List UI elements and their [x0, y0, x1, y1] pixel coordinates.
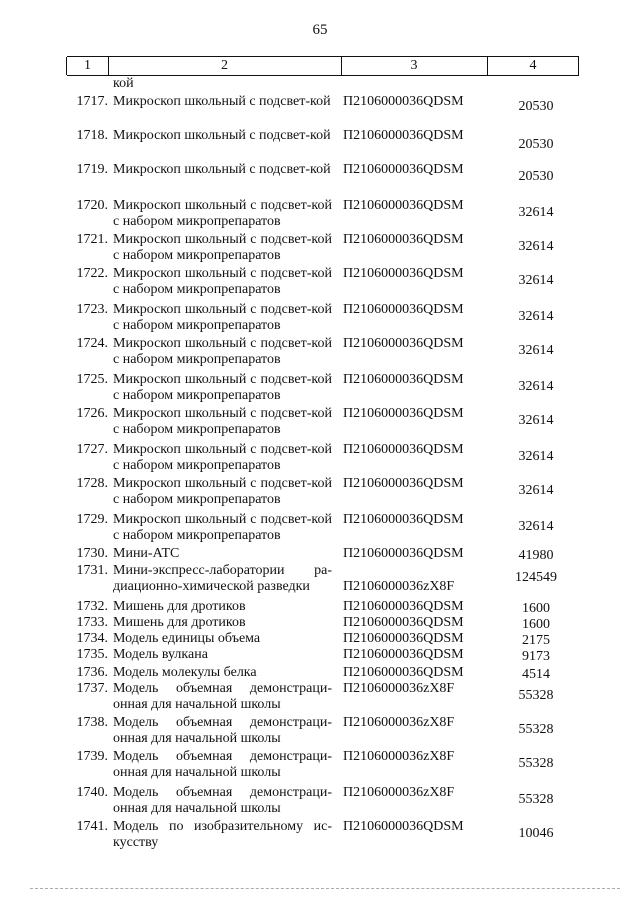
row-price: 20530 [518, 169, 554, 184]
header-col-3: 3 [410, 58, 418, 73]
row-code: П2106000036QDSM [343, 266, 464, 281]
header-col-2: 2 [221, 58, 228, 73]
row-price: 1600 [522, 617, 550, 632]
table-row [0, 715, 640, 751]
row-item-name: Микроскоп школьный с подсвет-кой с набором микропрепаратов [113, 442, 332, 473]
row-item-name: Микроскоп школьный с подсвет-кой с набором микропрепаратов [113, 266, 332, 297]
table-header [67, 56, 579, 76]
row-code: П2106000036QDSM [343, 198, 464, 213]
row-number: 1738. [76, 715, 108, 730]
table-row [0, 128, 640, 164]
table-row [0, 336, 640, 372]
continuation-text: кой [113, 76, 134, 91]
row-price: 20530 [518, 99, 554, 114]
table-row [0, 749, 640, 785]
row-item-name: Микроскоп школьный с подсвет-кой с набором микропрепаратов [113, 232, 332, 263]
row-price: 10046 [518, 826, 554, 841]
row-number: 1739. [76, 749, 108, 764]
row-item-name: Мишень для дротиков [113, 599, 246, 614]
row-item-name: Микроскоп школьный с подсвет-кой с набором микропрепаратов [113, 336, 332, 367]
row-price: 20530 [518, 137, 554, 152]
row-code: П2106000036QDSM [343, 665, 464, 680]
row-code: П2106000036QDSM [343, 406, 464, 421]
row-price: 1600 [522, 601, 550, 616]
row-code: П2106000036QDSM [343, 647, 464, 662]
row-number: 1720. [76, 198, 108, 213]
table-row [0, 785, 640, 821]
row-code: П2106000036zX8F [343, 749, 455, 764]
row-item-name: Микроскоп школьный с подсвет-кой с набором микропрепаратов [113, 476, 332, 507]
row-code: П2106000036QDSM [343, 336, 464, 351]
row-price: 32614 [518, 519, 554, 534]
row-number: 1725. [76, 372, 108, 387]
row-price: 4514 [522, 667, 550, 682]
row-code: П2106000036QDSM [343, 615, 464, 630]
row-price: 32614 [518, 413, 554, 428]
row-number: 1733. [76, 615, 108, 630]
table-row [0, 232, 640, 268]
row-price: 9173 [522, 649, 550, 664]
row-number: 1723. [76, 302, 108, 317]
row-number: 1719. [76, 162, 108, 177]
header-col-1: 1 [84, 58, 91, 73]
row-code: П2106000036zX8F [343, 579, 455, 594]
row-item-name: Микроскоп школьный с подсвет-кой с набором микропрепаратов [113, 198, 332, 229]
row-item-name: Микроскоп школьный с подсвет-кой [113, 162, 331, 177]
row-item-name: Модель объемная демонстраци-онная для начальной школы [113, 785, 332, 816]
row-code: П2106000036QDSM [343, 512, 464, 527]
row-number: 1718. [76, 128, 108, 143]
row-number: 1726. [76, 406, 108, 421]
header-col-4: 4 [529, 58, 537, 73]
row-item-name: Модель объемная демонстраци-онная для начальной школы [113, 715, 332, 746]
row-code: П2106000036QDSM [343, 599, 464, 614]
row-price: 41980 [518, 548, 554, 563]
table-row [0, 819, 640, 855]
row-number: 1717. [76, 94, 108, 109]
table-row [0, 302, 640, 338]
table-row [0, 681, 640, 717]
row-item-name: Мини-экспресс-лаборатории ра-диационно-химической разведки [113, 563, 332, 594]
row-code: П2106000036QDSM [343, 232, 464, 247]
row-number: 1724. [76, 336, 108, 351]
row-number: 1722. [76, 266, 108, 281]
row-code: П2106000036QDSM [343, 302, 464, 317]
header-divider [578, 57, 579, 75]
row-price: 32614 [518, 205, 554, 220]
row-item-name: Микроскоп школьный с подсвет-кой с набором микропрепаратов [113, 512, 332, 543]
row-item-name: Модель молекулы белка [113, 665, 257, 680]
row-code: П2106000036QDSM [343, 162, 464, 177]
row-number: 1736. [76, 665, 108, 680]
row-number: 1721. [76, 232, 108, 247]
row-price: 32614 [518, 483, 554, 498]
table-row [0, 372, 640, 408]
table-row [0, 94, 640, 130]
row-code: П2106000036zX8F [343, 715, 455, 730]
row-item-name: Мишень для дротиков [113, 615, 246, 630]
row-number: 1734. [76, 631, 108, 646]
row-number: 1728. [76, 476, 108, 491]
row-item-name: Микроскоп школьный с подсвет-кой [113, 94, 331, 109]
row-code: П2106000036zX8F [343, 681, 455, 696]
row-item-name: Модель вулкана [113, 647, 208, 662]
table-row [0, 266, 640, 302]
row-price: 55328 [518, 688, 554, 703]
table-row [0, 162, 640, 198]
row-price: 32614 [518, 343, 554, 358]
row-price: 32614 [518, 449, 554, 464]
table-row [0, 442, 640, 478]
row-item-name: Микроскоп школьный с подсвет-кой с набором микропрепаратов [113, 372, 332, 403]
row-item-name: Микроскоп школьный с подсвет-кой [113, 128, 331, 143]
row-price: 32614 [518, 273, 554, 288]
page-number: 65 [312, 22, 328, 38]
row-code: П2106000036QDSM [343, 94, 464, 109]
row-item-name: Модель объемная демонстраци-онная для начальной школы [113, 749, 332, 780]
row-code: П2106000036QDSM [343, 631, 464, 646]
row-code: П2106000036QDSM [343, 372, 464, 387]
table-row [0, 563, 640, 599]
row-number: 1740. [76, 785, 108, 800]
row-price: 32614 [518, 379, 554, 394]
table-row [0, 512, 640, 548]
row-number: 1741. [76, 819, 108, 834]
row-price: 2175 [522, 633, 550, 648]
row-item-name: Микроскоп школьный с подсвет-кой с набором микропрепаратов [113, 406, 332, 437]
row-code: П2106000036zX8F [343, 785, 455, 800]
table-row [0, 476, 640, 512]
row-item-name: Мини-АТС [113, 546, 180, 561]
row-item-name: Модель объемная демонстраци-онная для начальной школы [113, 681, 332, 712]
row-number: 1737. [76, 681, 108, 696]
table-row [0, 198, 640, 234]
row-number: 1730. [76, 546, 108, 561]
row-number: 1729. [76, 512, 108, 527]
row-price: 55328 [518, 756, 554, 771]
row-price: 55328 [518, 792, 554, 807]
row-item-name: Микроскоп школьный с подсвет-кой с набором микропрепаратов [113, 302, 332, 333]
row-number: 1731. [76, 563, 108, 578]
row-code: П2106000036QDSM [343, 819, 464, 834]
row-price: 32614 [518, 309, 554, 324]
row-code: П2106000036QDSM [343, 476, 464, 491]
row-item-name: Модель единицы объема [113, 631, 261, 646]
row-price: 124549 [515, 570, 557, 585]
row-number: 1735. [76, 647, 108, 662]
row-price: 32614 [518, 239, 554, 254]
row-number: 1732. [76, 599, 108, 614]
row-code: П2106000036QDSM [343, 546, 464, 561]
row-item-name: Модель по изобразительному ис-кусству [113, 819, 332, 850]
page-bottom-rule [30, 888, 620, 889]
row-number: 1727. [76, 442, 108, 457]
table-row [0, 406, 640, 442]
row-price: 55328 [518, 722, 554, 737]
row-code: П2106000036QDSM [343, 128, 464, 143]
row-code: П2106000036QDSM [343, 442, 464, 457]
